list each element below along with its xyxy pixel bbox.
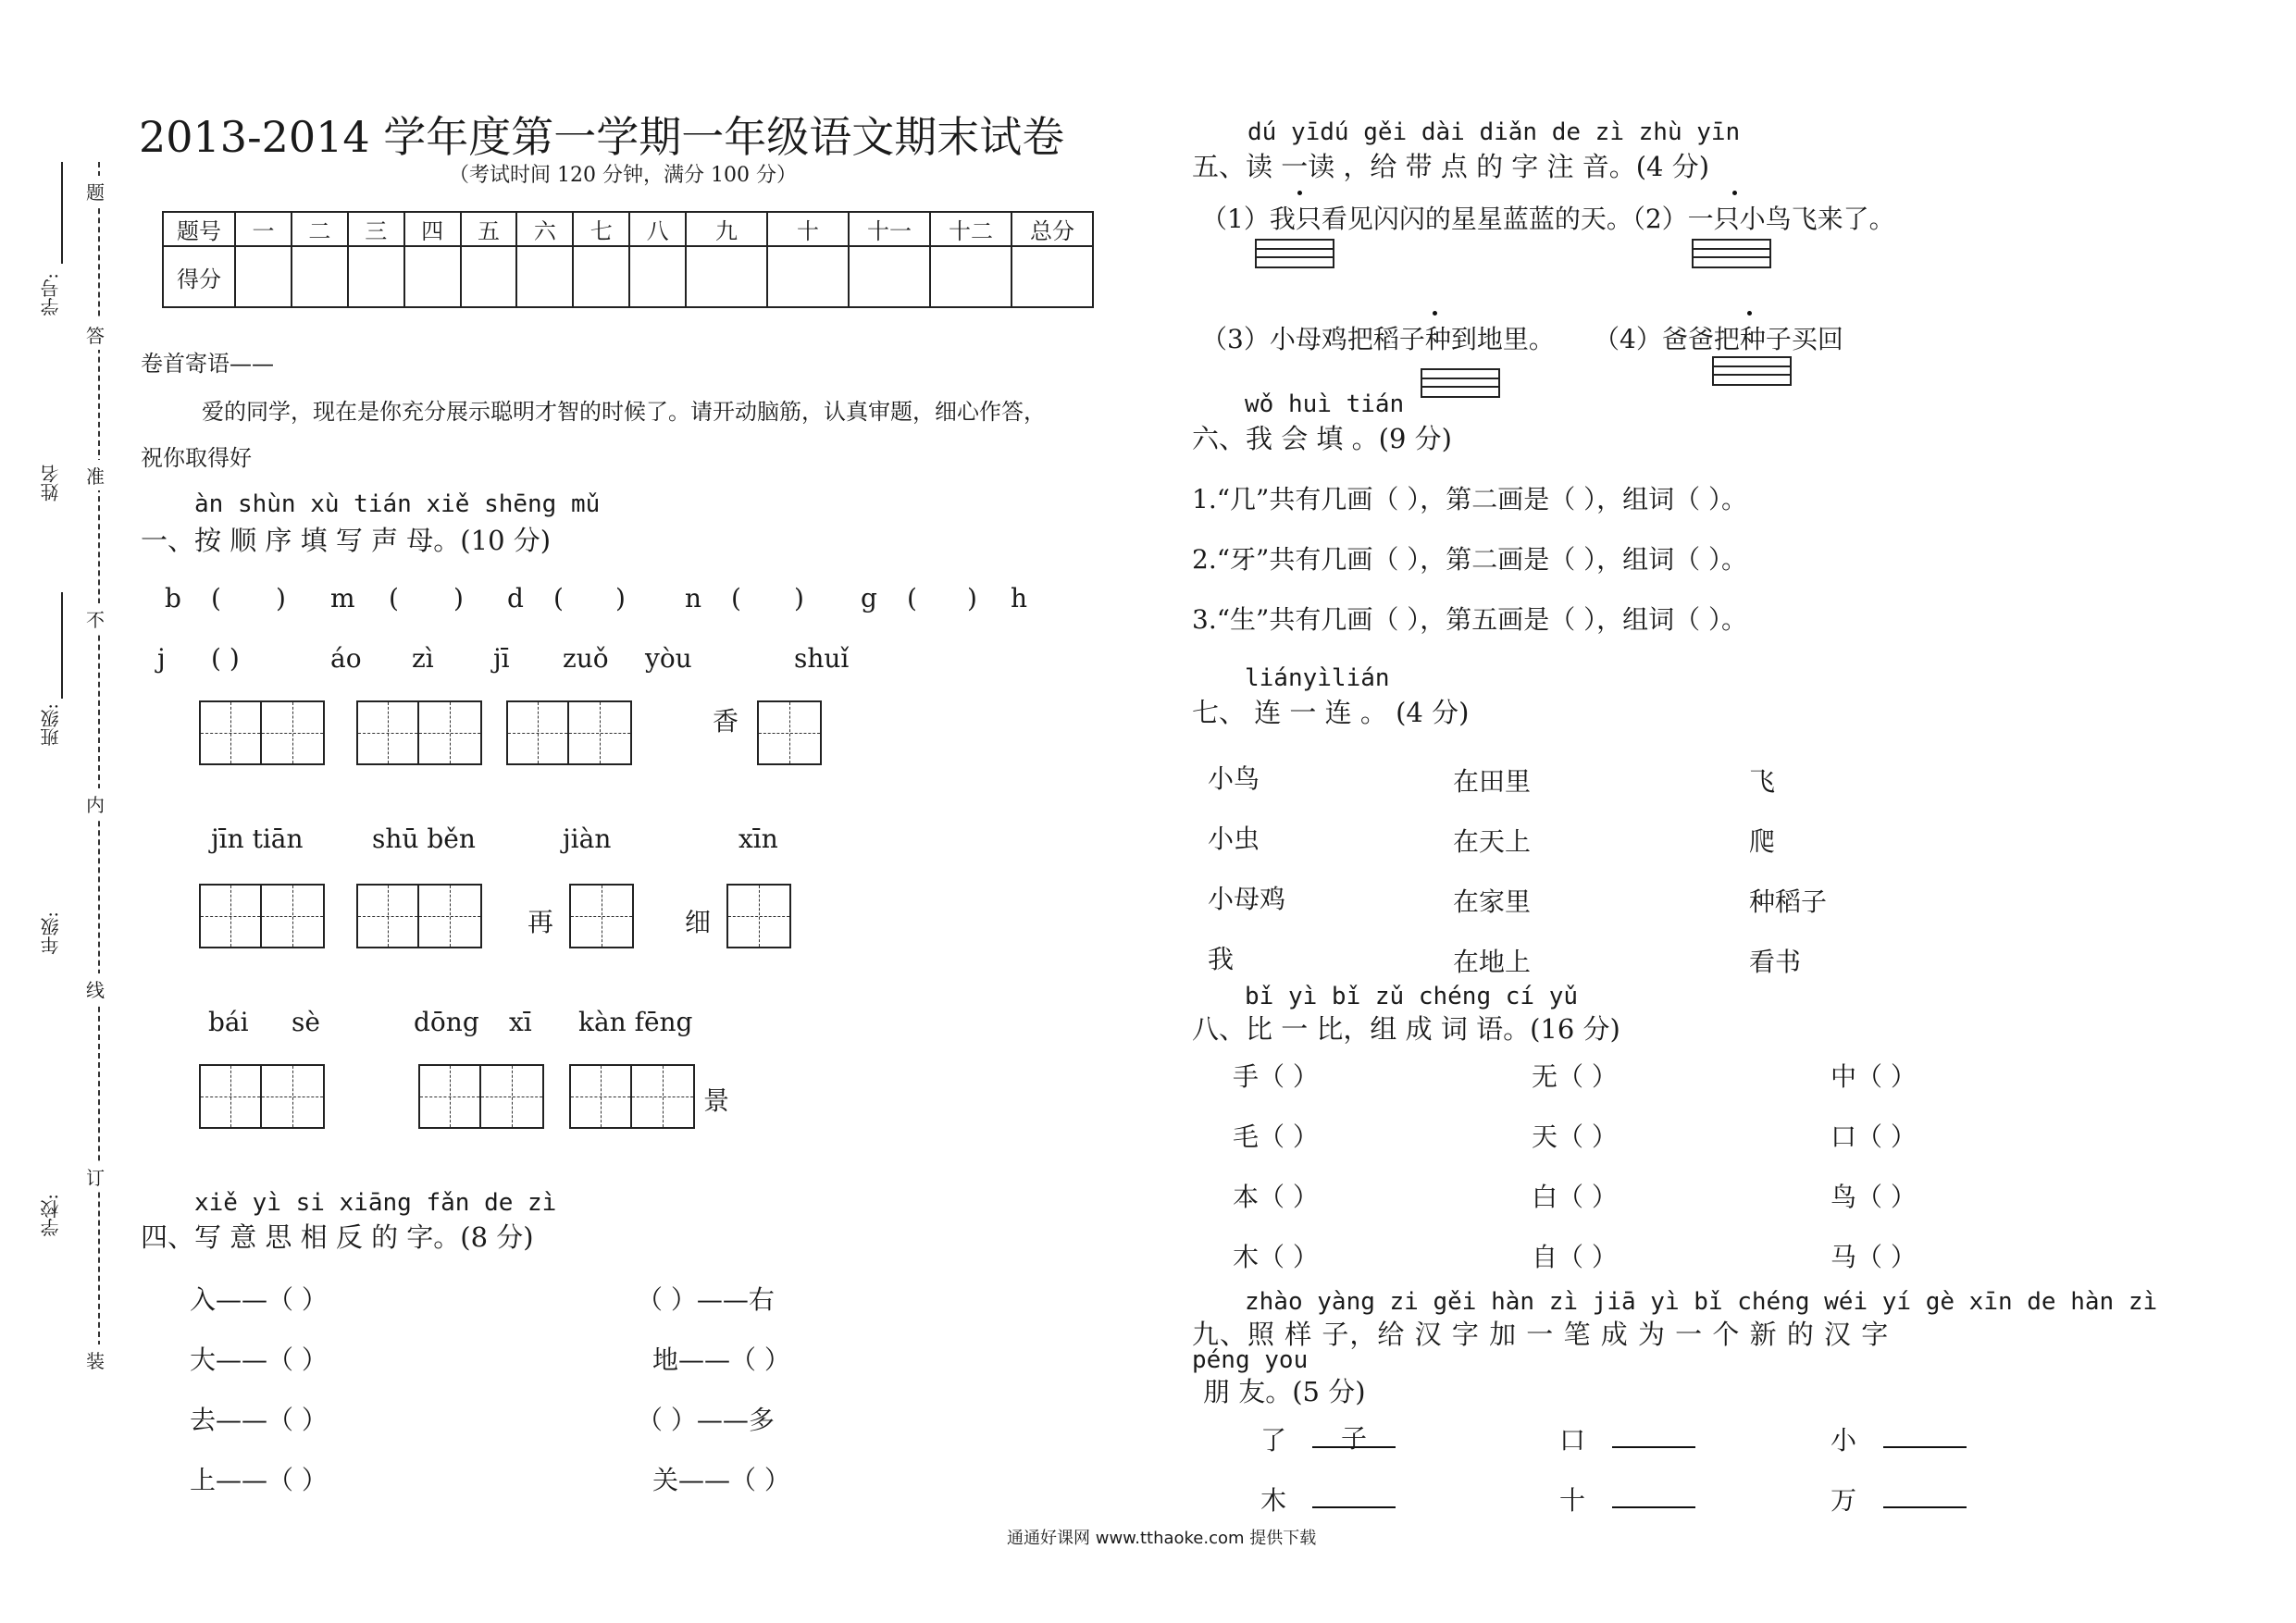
score-col: 二 — [292, 212, 348, 246]
score-col: 六 — [516, 212, 573, 246]
score-cell[interactable] — [573, 246, 629, 307]
seal-char: 准 — [86, 460, 105, 490]
emphasis-dot — [1433, 311, 1437, 316]
pinyin-word: sè — [292, 1007, 320, 1037]
seal-char: 内 — [86, 788, 105, 819]
match-item[interactable]: 飞 — [1749, 766, 1776, 797]
q4-item[interactable]: 关——（ ） — [652, 1465, 790, 1495]
q9-answer-blank[interactable] — [1883, 1418, 1967, 1448]
match-item[interactable]: 在田里 — [1453, 766, 1532, 797]
q9-base-char: 十 — [1559, 1485, 1586, 1516]
student-id-label: 学号: — [40, 273, 62, 316]
score-col: 三 — [348, 212, 404, 246]
q8-pinyin: bǐ yì bǐ zǔ chéng cí yǔ — [1245, 983, 1579, 1010]
q4-title: 四、写 意 思 相 反 的 字。(8 分) — [141, 1221, 534, 1253]
q1-paren-open: ( — [907, 583, 917, 613]
q8-item[interactable]: 口（ ） — [1831, 1121, 1917, 1152]
q7-pinyin: liányìlián — [1245, 664, 1390, 692]
writing-grid[interactable] — [199, 884, 325, 948]
q4-pinyin: xiě yì si xiāng fǎn de zì — [194, 1189, 557, 1217]
writing-grid[interactable] — [569, 1064, 695, 1129]
seal-char: 答 — [86, 319, 105, 350]
grade-label: 年级: — [40, 911, 62, 955]
q6-item[interactable]: 3.“生”共有几画（ ），第五画是（ ），组词（ ）。 — [1192, 604, 1748, 635]
emphasis-dot — [1732, 191, 1737, 195]
grid-hint-char: 景 — [703, 1085, 730, 1116]
q1-paren-close: ) — [276, 583, 286, 613]
writing-grid[interactable] — [506, 700, 632, 765]
q1-paren-close: ) — [794, 583, 804, 613]
preface-line1: 爱的同学，现在是你充分展示聪明才智的时候了。请开动脑筋，认真审题，细心作答， — [202, 399, 1046, 425]
seal-char: 线 — [86, 973, 105, 1004]
pinyin-word: zuǒ — [563, 643, 609, 674]
q4-item[interactable]: （ ）——右 — [637, 1284, 775, 1315]
writing-grid[interactable] — [356, 700, 482, 765]
pinyin-word: jiàn — [563, 824, 612, 854]
pinyin-write-lines[interactable] — [1421, 368, 1500, 398]
pinyin-write-lines[interactable] — [1255, 239, 1334, 268]
pinyin-word: dōng — [414, 1007, 479, 1037]
q1-paren-open: ( — [553, 583, 564, 613]
q7-title: 七、 连 一 连 。 (4 分) — [1192, 697, 1470, 728]
q8-item[interactable]: 毛（ ） — [1233, 1121, 1319, 1152]
q4-item[interactable]: 入——（ ） — [190, 1284, 328, 1315]
score-col: 总分 — [1011, 212, 1093, 246]
score-col: 十一 — [849, 212, 930, 246]
q8-item[interactable]: 马（ ） — [1831, 1242, 1917, 1272]
score-cell[interactable] — [629, 246, 686, 307]
student-id-line[interactable] — [61, 162, 63, 264]
q8-item[interactable]: 天（ ） — [1532, 1121, 1618, 1152]
match-item[interactable]: 小虫 — [1208, 824, 1260, 854]
score-cell[interactable] — [516, 246, 573, 307]
q5-pinyin: dú yīdú gěi dài diǎn de zì zhù yīn — [1247, 118, 1741, 146]
preface-heading: 卷首寄语—— — [141, 351, 274, 377]
match-item[interactable]: 爬 — [1749, 826, 1776, 857]
score-col: 一 — [235, 212, 292, 246]
match-item[interactable]: 在天上 — [1453, 826, 1532, 857]
q6-item[interactable]: 2.“牙”共有几画（ ），第二画是（ ），组词（ ）。 — [1192, 544, 1748, 575]
pinyin-word: áo — [330, 643, 362, 674]
class-label: 班级: — [40, 703, 62, 747]
q6-pinyin: wǒ huì tián — [1245, 390, 1405, 418]
pinyin-word: yòu — [645, 643, 692, 674]
q1-d: d — [507, 583, 524, 613]
name-label: 姓名 — [40, 465, 62, 502]
q1-m: m — [330, 583, 355, 613]
q1-paren-open: ( — [731, 583, 741, 613]
writing-grid[interactable] — [757, 700, 822, 765]
q6-title: 六、我 会 填 。(9 分) — [1192, 423, 1452, 454]
q8-item[interactable]: 木（ ） — [1233, 1242, 1319, 1272]
writing-grid[interactable] — [418, 1064, 544, 1129]
q9-base-char: 木 — [1260, 1485, 1287, 1516]
q9-base-char: 口 — [1559, 1425, 1586, 1456]
score-cell[interactable] — [686, 246, 767, 307]
q1-b: b — [165, 583, 181, 613]
seal-char: 订 — [86, 1161, 105, 1192]
q8-item[interactable]: 白（ ） — [1532, 1182, 1618, 1212]
q4-item[interactable]: （ ）——多 — [637, 1405, 775, 1435]
class-line[interactable] — [61, 592, 63, 699]
q9-answer-blank[interactable] — [1312, 1478, 1396, 1508]
seal-char: 题 — [86, 176, 105, 206]
exam-subtitle: （考试时间 120 分钟，满分 100 分） — [449, 164, 797, 187]
q9-base-char: 万 — [1831, 1485, 1857, 1516]
q1-j: j — [157, 643, 166, 674]
score-col: 十二 — [930, 212, 1011, 246]
writing-grid[interactable] — [356, 884, 482, 948]
score-col: 九 — [686, 212, 767, 246]
q9-answer-blank[interactable] — [1883, 1478, 1967, 1508]
writing-grid[interactable] — [569, 884, 634, 948]
q9-answer-blank[interactable] — [1312, 1418, 1396, 1454]
q9-title: 九、照 样 子，给 汉 字 加 一 笔 成 为 一 个 新 的 汉 字 — [1192, 1319, 1890, 1350]
score-cell[interactable] — [461, 246, 517, 307]
q6-item[interactable]: 1.“几”共有几画（ ），第二画是（ ），组词（ ）。 — [1192, 484, 1748, 514]
score-col: 八 — [629, 212, 686, 246]
q9-answer-blank[interactable] — [1612, 1478, 1695, 1508]
pinyin-write-lines[interactable] — [1692, 239, 1771, 268]
q4-item[interactable]: 去——（ ） — [190, 1405, 328, 1435]
score-table-header-row — [163, 212, 1093, 246]
score-table-score-row — [163, 246, 1093, 307]
q9-pinyin2: péng you — [1192, 1346, 1309, 1374]
emphasis-dot — [1297, 191, 1302, 195]
writing-grid[interactable] — [726, 884, 791, 948]
grid-hint-char: 香 — [713, 706, 739, 737]
match-item[interactable]: 种稻子 — [1749, 886, 1828, 917]
q1-title: 一、按 顺 序 填 写 声 母。(10 分) — [141, 525, 552, 556]
q1-paren-close: ) — [453, 583, 464, 613]
q8-title: 八、比 一 比，组 成 词 语。(16 分) — [1192, 1013, 1620, 1045]
seal-char: 不 — [86, 603, 105, 634]
score-cell[interactable] — [767, 246, 849, 307]
score-cell[interactable] — [235, 246, 292, 307]
match-item[interactable]: 我 — [1208, 944, 1235, 974]
match-item[interactable]: 在家里 — [1453, 886, 1532, 917]
grid-hint-char: 细 — [685, 907, 712, 937]
emphasis-dot — [1747, 311, 1752, 316]
q1-g: g — [861, 583, 877, 613]
pinyin-word: shuǐ — [794, 643, 850, 674]
preface-line2: 祝你取得好 — [141, 445, 252, 471]
q5-sentence-4: （4）爸爸把种子买回 — [1594, 324, 1843, 354]
pinyin-word: xīn — [738, 824, 778, 854]
score-table — [162, 211, 1094, 308]
pinyin-word: bái — [208, 1007, 249, 1037]
q4-item[interactable]: 大——（ ） — [190, 1344, 328, 1375]
score-col: 七 — [573, 212, 629, 246]
q9-pinyin: zhào yàng zi gěi hàn zì jiā yì bǐ chéng wéi yí gè xīn de hàn zì — [1245, 1288, 2158, 1316]
footer-source: 通通好课网 www.tthaoke.com 提供下载 — [1007, 1529, 1317, 1548]
pinyin-word: jī — [493, 643, 510, 674]
q9-base-char: 了 — [1260, 1425, 1287, 1456]
q8-item[interactable]: 鸟（ ） — [1831, 1182, 1917, 1212]
q1-n: n — [685, 583, 702, 613]
q9-answer-blank[interactable] — [1612, 1418, 1695, 1448]
score-table-score-label: 得分 — [163, 246, 235, 307]
grid-hint-char: 再 — [527, 907, 554, 937]
pinyin-word: shū běn — [372, 824, 476, 854]
q1-paren-close: ) — [615, 583, 626, 613]
score-cell[interactable] — [292, 246, 348, 307]
match-item[interactable]: 小鸟 — [1208, 763, 1260, 794]
match-item[interactable]: 在地上 — [1453, 947, 1532, 977]
q1-pinyin: àn shùn xù tián xiě shēng mǔ — [194, 490, 601, 518]
seal-char: 装 — [86, 1344, 105, 1375]
q5-sentence-1-2: （1）我只看见闪闪的星星蓝蓝的天。（2）一只小鸟飞来了。 — [1201, 204, 1895, 234]
q1-j-paren[interactable]: ( ) — [211, 643, 240, 674]
q9-base-char: 小 — [1831, 1425, 1857, 1456]
score-col: 五 — [461, 212, 517, 246]
q8-item[interactable]: 中（ ） — [1831, 1061, 1917, 1092]
q5-sentence-3: （3）小母鸡把稻子种到地里。 — [1201, 324, 1555, 354]
school-label: 学校: — [40, 1194, 62, 1237]
writing-grid[interactable] — [199, 1064, 325, 1129]
q4-item[interactable]: 上——（ ） — [190, 1465, 328, 1495]
q1-h: h — [1011, 583, 1028, 613]
q1-paren-close: ) — [967, 583, 977, 613]
q8-item[interactable]: 本（ ） — [1233, 1182, 1319, 1212]
score-cell[interactable] — [404, 246, 461, 307]
score-cell[interactable] — [348, 246, 404, 307]
pinyin-word: kàn fēng — [578, 1007, 693, 1037]
pinyin-word: jīn tiān — [211, 824, 304, 854]
q5-title: 五、读 一读 ，给 带 点 的 字 注 音。(4 分) — [1192, 151, 1710, 182]
score-cell[interactable] — [1011, 246, 1093, 307]
q1-paren-open: ( — [211, 583, 221, 613]
exam-title: 2013-2014 学年度第一学期一年级语文期末试卷 — [139, 112, 1065, 162]
q8-item[interactable]: 手（ ） — [1233, 1061, 1319, 1092]
score-col: 十 — [767, 212, 849, 246]
q4-item[interactable]: 地——（ ） — [652, 1344, 790, 1375]
score-cell[interactable] — [849, 246, 930, 307]
pinyin-write-lines[interactable] — [1712, 356, 1792, 386]
q9-example-answer: 子 — [1312, 1419, 1396, 1448]
q8-item[interactable]: 无（ ） — [1532, 1061, 1618, 1092]
q1-paren-open: ( — [389, 583, 399, 613]
score-col: 四 — [404, 212, 461, 246]
score-cell[interactable] — [930, 246, 1011, 307]
pinyin-word: zì — [412, 643, 434, 674]
q9-title2: 朋 友。(5 分) — [1203, 1376, 1366, 1407]
q8-item[interactable]: 自（ ） — [1532, 1242, 1618, 1272]
score-table-header-label: 题号 — [163, 212, 235, 246]
match-item[interactable]: 看书 — [1749, 947, 1802, 977]
match-item[interactable]: 小母鸡 — [1208, 884, 1286, 914]
writing-grid[interactable] — [199, 700, 325, 765]
pinyin-word: xī — [509, 1007, 532, 1037]
